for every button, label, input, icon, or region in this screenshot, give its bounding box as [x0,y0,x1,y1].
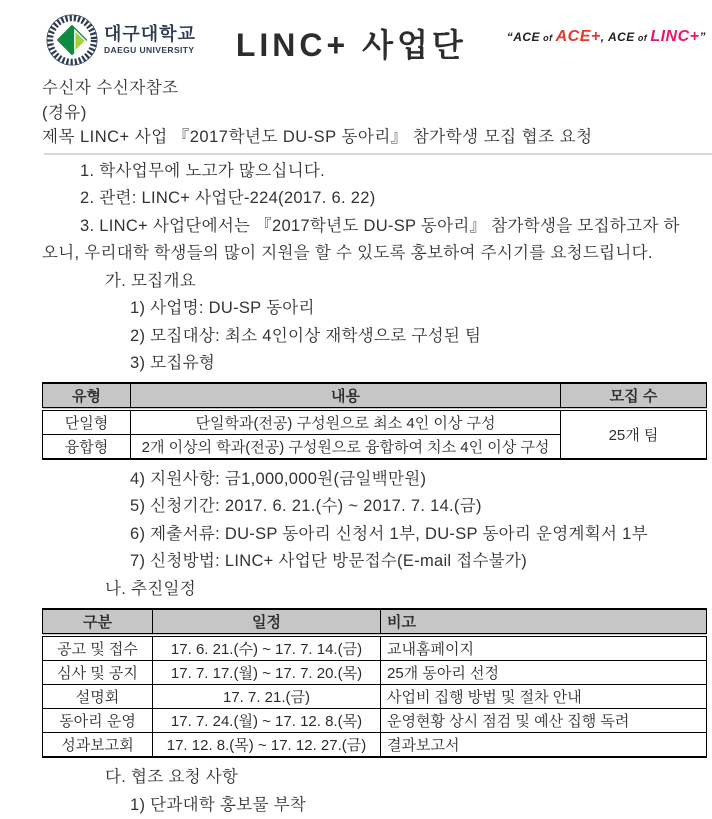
table-header-row [43,609,707,635]
schedule-table [42,608,707,758]
slogan-linc-plus: LINC+ [650,28,699,45]
table-cell-type: 단일형 [43,409,131,435]
table-cell-content: 2개 이상의 학과(전공) 구성원으로 융합하여 치소 4인 이상 구성 [131,434,561,459]
university-wordmark [104,25,196,55]
slogan-ace-plus: ACE+ [556,28,601,45]
body-item-2: 2. 관련: LINC+ 사업단-224(2017. 6. 22) [42,185,706,213]
table-header-cell: 유형 [43,383,131,409]
table-cell-count: 25개 팀 [561,409,707,459]
subject-line: 제목 LINC+ 사업 『2017학년도 DU-SP 동아리』 참가학생 모집 협조 요청 [42,125,706,150]
table-cell-phase: 성과보고회 [43,733,153,758]
table-cell-note: 운영현황 상시 점검 및 예산 집행 독려 [381,709,707,733]
ga-item-4: 4) 지원사항: 금1,000,000원(금일백만원) [42,466,706,494]
table-header-cell: 비고 [381,609,707,635]
table-header-cell: 구분 [43,609,153,635]
section-na-heading: 나. 추진일정 [42,576,706,604]
slogan-text: of [638,33,648,43]
slogan-text: ACE [608,30,635,44]
da-item-1: 1) 단과대학 홍보물 부착 [42,792,706,819]
section-da-heading: 다. 협조 요청 사항 [42,764,706,792]
table-cell-schedule: 17. 7. 21.(금) [153,685,381,709]
table-header-cell: 모집 수 [561,383,707,409]
document-fields [42,76,706,150]
table-cell-content: 단일학과(전공) 구성원으로 최소 4인 이상 구성 [131,409,561,435]
ga-item-3: 3) 모집유형 [42,350,706,378]
table-cell-phase: 설명회 [43,685,153,709]
table-cell-schedule: 17. 6. 21.(수) ~ 17. 7. 14.(금) [153,635,381,661]
slogan-text: ACE [513,30,540,44]
table-row [43,409,707,435]
body-item-3-line-1: 3. LINC+ 사업단에서는 『2017학년도 DU-SP 동아리』 참가학생을 모집하고자 하 [42,213,706,241]
table-cell-note: 교내홈페이지 [381,635,707,661]
via-line: (경유) [42,101,706,126]
table-cell-note: 사업비 집행 방법 및 절차 안내 [381,685,707,709]
subject-divider [44,153,712,155]
university-name-korean: 대구대학교 [104,25,196,44]
table-row [43,635,707,661]
table-cell-phase: 동아리 운영 [43,709,153,733]
page-title: LINC+ 사업단 [196,20,507,66]
ga-item-2: 2) 모집대상: 최소 4인이상 재학생으로 구성된 팀 [42,323,706,351]
ga-item-5: 5) 신청기간: 2017. 6. 21.(수) ~ 2017. 7. 14.(금) [42,493,706,521]
university-logo [46,14,196,66]
table-cell-phase: 심사 및 공지 [43,661,153,685]
recipient-line: 수신자 수신자참조 [42,76,706,101]
table-cell-schedule: 17. 7. 24.(월) ~ 17. 12. 8.(목) [153,709,381,733]
table-header-cell: 일정 [153,609,381,635]
table-row [43,733,707,758]
table-row [43,709,707,733]
body-item-1: 1. 학사업무에 노고가 많으십니다. [42,158,706,186]
table-header-cell: 내용 [131,383,561,409]
slogan-text: ” [700,30,707,44]
table-row [43,661,707,685]
slogan-text: of [543,33,553,43]
table-cell-phase: 공고 및 접수 [43,635,153,661]
university-name-english: DAEGU UNIVERSITY [104,46,196,55]
table-cell-type: 융합형 [43,434,131,459]
slogan-text: , [601,30,608,44]
table-header-row [43,383,707,409]
body-item-3-line-2: 오니, 우리대학 학생들의 많이 지원을 할 수 있도록 홍보하여 주시기를 요청드립니다. [42,240,706,268]
ga-item-1: 1) 사업명: DU-SP 동아리 [42,295,706,323]
ga-item-6: 6) 제출서류: DU-SP 동아리 신청서 1부, DU-SP 동아리 운영계획서 1부 [42,521,706,549]
ga-item-7: 7) 신청방법: LINC+ 사업단 방문접수(E-mail 접수불가) [42,548,706,576]
table-cell-note: 25개 동아리 선정 [381,661,707,685]
table-cell-schedule: 17. 12. 8.(목) ~ 17. 12. 27.(금) [153,733,381,758]
recruit-type-table [42,382,707,460]
table-cell-note: 결과보고서 [381,733,707,758]
section-ga-heading: 가. 모집개요 [42,268,706,296]
university-seal-icon [46,14,98,66]
letterhead [46,12,706,70]
table-row [43,685,707,709]
brand-slogan [507,28,706,46]
table-cell-schedule: 17. 7. 17.(월) ~ 17. 7. 20.(목) [153,661,381,685]
slogan-text: “ [507,30,514,44]
